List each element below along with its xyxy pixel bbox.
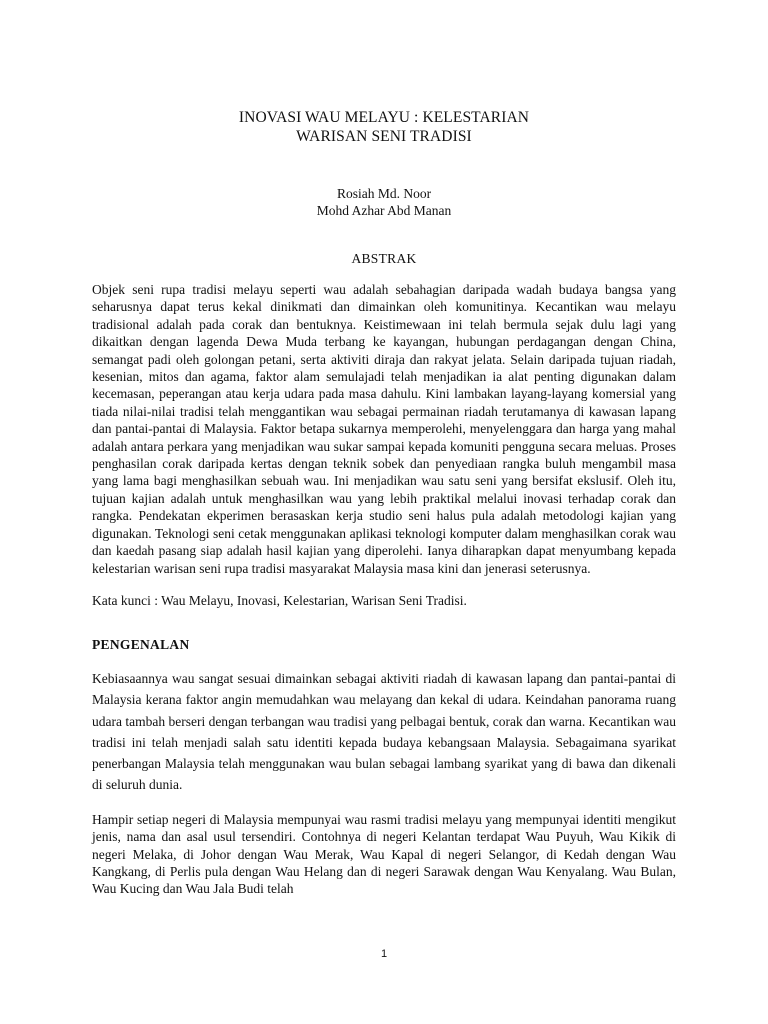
section-heading-pengenalan: PENGENALAN (92, 636, 190, 652)
keywords-line: Kata kunci : Wau Melayu, Inovasi, Kelestarian, Warisan Seni Tradisi. (92, 592, 467, 608)
author-2: Mohd Azhar Abd Manan (316, 203, 452, 218)
abstract-text: Objek seni rupa tradisi melayu seperti wau adalah sebahagian daripada wadah budaya bangsa yang seharusnya dapat terus kekal dinikmati dan dimainkan oleh komunitinya. Kecantikan wau melayu tradisional adalah pada corak dan bentuknya. Keistimewaan ini telah bermula sejak dulu lagi yang dikaitkan dengan lagenda Dewa Muda terbang ke kayangan, hubungan perdagangan dengan China, semangat padi oleh golongan petani, serta aktiviti diraja dan rakyat jelata. Selain daripada tujuan riadah, kesenian, mitos dan agama, faktor alam semulajadi telah menjadikan ia alat penting digunakan dalam kecemasan, peperangan atau kerja udara pada masa dahulu. Kini lambakan layang-layang komersial yang tiada nilai-nilai tradisi telah menggantikan wau sebagai permainan riadah terutamanya di kawasan lapang dan pantai-pantai di Malaysia. Faktor betapa sukarnya memperolehi, menyelenggara dan harga yang mahal adalah antara perkara yang menjadikan wau sukar sampai kepada komuniti pengguna secara meluas. Proses penghasilan corak daripada kertas dengan teknik sobek dan penyediaan rangka buluh mengambil masa yang lama bagi menghasilkan sebuah wau. Ini menjadikan wau satu seni yang bersifat ekslusif. Oleh itu, tujuan kajian adalah untuk menghasilkan wau yang lebih praktikal melalui inovasi terhadap corak dan rangka. Pendekatan ekperimen berasaskan kerja studio seni halus pula adalah metodologi kajian yang digunakan. Teknologi seni cetak menggunakan aplikasi teknologi komputer dalam menghasilkan corak wau dan kaedah pasang siap adalah hasil kajian yang diperolehi. Ianya diharapkan dapat menyumbang kepada kelestarian warisan seni rupa tradisi masyarakat Malaysia masa kini dan jenerasi seterusnya. (92, 282, 676, 576)
author-1: Rosiah Md. Noor (336, 186, 432, 201)
intro-paragraph-2: Hampir setiap negeri di Malaysia mempunyai wau rasmi tradisi melayu yang mempunyai identiti mengikut jenis, nama dan asal usul tersendiri. Contohnya di negeri Kelantan terdapat Wau Puyuh, Wau Kikik di negeri Melaka, di Johor dengan Wau Merak, Wau Kapal di negeri Selangor, di Kedah dengan Wau Kangkang, di Perlis pula dengan Wau Helang dan di negeri Sarawak dengan Wau Kenyalang. Wau Bulan, Wau Kucing dan Wau Jala Budi telah (92, 811, 676, 897)
abstract-heading: ABSTRAK (351, 251, 417, 266)
title-line-2: WARISAN SENI TRADISI (296, 128, 472, 145)
paper-title (92, 108, 676, 146)
intro-paragraph-1: Kebiasaannya wau sangat sesuai dimainkan sebagai aktiviti riadah di kawasan lapang dan pantai-pantai di Malaysia kerana faktor angin memudahkan wau melayang dan kekal di udara. Keindahan panorama ruang udara tambah berseri dengan terbangan wau tradisi yang pelbagai bentuk, corak dan warna. Kecantikan wau tradisi ini telah menjadi salah satu identiti kepada budaya kebangsaan Malaysia. Sebagaimana syarikat penerbangan Malaysia telah menggunakan wau bulan sebagai lambang syarikat yang di bawa dan dikenali di seluruh dunia. (92, 670, 677, 793)
author-list (92, 185, 676, 219)
page-number: 1 (380, 948, 388, 960)
title-line-1: INOVASI WAU MELAYU : KELESTARIAN (238, 109, 530, 126)
page-content (92, 108, 676, 898)
